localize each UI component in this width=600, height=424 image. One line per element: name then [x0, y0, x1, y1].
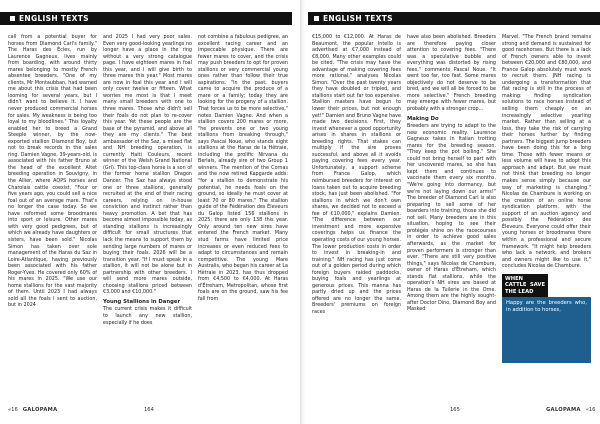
column-text: Marvel. "The French brand remains strong and demand is sustained for good racehorses. But there is a lack of French owners able to invest between €20,000 and €80,000, and France Galop absolutely must work to recruit them. JNH racing is undergoing a transformation that flat racing is still in the process of making: finding syndication solutions to race horses instead of selling them cheaply on an increasingly selective yearling market. Rather than selling at a loss, they take the risk of carrying their horses further by finding partners. The biggest jump breeders have been doing this for a long time. Those with fewer means or less volume will have to adopt this approach and adapt. But we must not think that breeding no longer makes sense simply because our way of marketing is changing." Nicolas de Chambure is working on the creation of an online horse syndication platform, with the support of an auction agency and possibly the Fédération des Éleveurs. Everyone could offer their young horses or broodmares there within a professional and secure framework. "It might help breeders who lack a network, and brokers and owners might like to use it," concludes Nicolas de Chambure. [502, 34, 591, 270]
column-1 [8, 34, 97, 400]
footer-brand: GALOPAMA [546, 407, 581, 413]
column-2 [103, 34, 192, 400]
section-header-left [0, 12, 292, 25]
footer-section-label: «16 [585, 407, 596, 413]
column-text: call from a potential buyer for horses from Diamond Carl's family." The Haras des Écles, run by Laurence Gagneux, lives mainly from boarding, with around thirty mares belonging to mostly French absentee breeders. "One of my clients, Mr Montaubban, had warned me about this crisis that had been looming for several years, but I didn't want to believe it. I have never produced commercial horses for sales. My weakness is being too loyal to my bloodlines." This loyalty enabled her to breed a Grand Steeple winner, by the now-exported stallion Diamond Boy, but not to break records in the sales ring. Damien Vagne, 39-years-old, is associated with his father Bruno at the head of the excellent Altet breeding operation in Souvigny, in the Allier, where AQPS horses and Charolais cattle coexist. "Four or five years ago, you could sell a nice foal out of an average mare. That's no longer the case today. So we have reformed some broodmares into sport or leisure. Other mares with very good pedigrees, but of which we already have daughters or sisters, have been sold." Nicolas Simon has taken over sole management of the Haras du Saz in Loire-Atlantique, having previously been associated with his father Roger-Yves. He covered only 60% of his mares in 2025. "We use our home stallions for the vast majority of them. Until 2023 I had always sold all the foals I sent to auction, but in 2024 [8, 34, 97, 309]
square-bullet-icon [314, 16, 319, 21]
footer-section-label: «16 [8, 407, 18, 413]
column-text: not combine a fabulous pedigree, an excellent racing career and an impeccable physique. There are fewer mares to cover, and the crisis may push breeders to opt for proven stallions or very commercial young ones rather than follow their true aspirations. "In the past, buyers came to acquire the produce of a mare or a family; today they are looking for the progeny of a stallion. That forces us to be more selective," notes Damien Vagne. And when a stallion covers 200 mares or more, "he prevents one or two young stallions from breaking through," says Pascal Noue, who stands eight stallions at the Haras de la Hêtraie, including the prolific Nirvana du Berlais, already sire of two Group 1 winners. The mention of the Cornas and the now retired Kapgarde adds: "for a stallion to demonstrate his potential, he needs foals on the ground, so ideally he must cover at least 70 or 80 mares." The stallion guide of the Fédération des Éleveurs du Galop listed 156 stallions in 2025; there are only 138 this year. Only around ten new sires have entered the French market. Many stud farms have limited price increases or even reduced fees to adapt to circumstances and remain competitive. The young Mare Australis, who began his career at La Hêtraie in 2023, has thus dropped from €4,500 to €4,000. At Haras d'Étreham, Metropolitan, whose first foals are on the ground, saw his fee fall from [198, 34, 288, 302]
column-text: €15,000 to €12,000. At Haras de Beaumont, the popular Intello is advertised at €7,000 instead of €8,000. Many other examples could be cited. "The crisis may have the advantage of making covering fees more rational," analyses Nicolas Simon. "Over the past twenty years they have doubled or tripled, and stallions start out far too expensive. Stallion masters have begun to lower their prices, but not enough yet!" Damien and Bruno Vagne have made two decisions. First, they invest whenever a good opportunity arises in shares in stallions or breeding rights. That stakes can multiply if the sire proves successful, and above all it avoids paying covering fees every year. Unfortunately, a support scheme from France Galop, which reimbursed breeders for interest on loans taken out to acquire breeding stock, has just been abolished. "For stallions in which we don't own shares, we decided not to exceed a fee of €10,000," explains Damien. "The difference between our investment and more expensive coverings helps us finance the operating costs of our young horses. The lower production costs in order to invest in breaking-in and training." NH racing has just come out of a golden period during which foreign buyers raided paddocks, buying foals and yearlings at generous prices. This manna has partly dried up and the prices offered are no longer the same. Breeders' premiums on foreign races [312, 34, 401, 315]
column-text: and 2025 I had very poor sales. Even very good-looking yearlings no longer have a place in the ring without a very strong catalogue page. I have eighteen mares in foal this year, and I will give birth to three mares this year." Most mares are now in foal this year and I will only cover twelve or fifteen. What worries me most is that I meet many small breeders with one to three mares. Those who didn't sell their foals do not plan to re-cover this year. Yet these people are the base of the pyramid, and above all they are my clients." The best ambassador of the Saz, a mixed flat and NH breeding operation, is currently Haiti Couleurs, recent winner of the Welsh Grand National (Grl). This top-class horse is a son of the former home stallion Dragon Dancer. The Saz has always stood one or three stallions, generally recruited at the end of their racing careers, relying on in-house conviction and instinct rather than heavy promotion. A bet that has become almost impossible today, as standing stallions is increasingly difficult for small structures that lack the means to support them by sending large numbers of mares or buying their foals. 2026 will be a transition year. "If I must speak in a stallion, it will not be alone but in partnership with other breeders. I will send more mares outside, choosing stallions priced between €3,000 and €10,000." [103, 34, 192, 296]
footer-brand: GALOPAMA [22, 407, 58, 413]
column-4 [312, 34, 401, 400]
sidebar-box-title: WHEN CATTLE SAVE THE LEAD [502, 274, 548, 298]
column-6 [502, 34, 591, 400]
section-header-label: ENGLISH TEXTS [323, 14, 393, 23]
subheading-young-stallions: Young Stallions in Danger [103, 298, 181, 305]
column-text: Breeders are trying to adapt to the new economic reality. Laurence Gagneux takes in Italian trotting mares for the breeding season. "They keep the pot boiling." She could not bring herself to part with her uncovered mares, so she has kept them and continues to vaccinate them every six months. "We're going into dormancy, but we're not laying down our arms!" The breeder of Diamond Carl is also preparing to sell some of her boarders into training, those she did not sell. Many breeders are in this situation, hoping to see their protégés shine on the racecourses in order to achieve good sales afterwards, as the market for proven performers is stronger than ever. "There are still very positive things," says Nicolas de Chambure, owner of Haras d'Étreham, which stands flat stallions, while the operation's NH sires are based at Haras de la Tuilerie in the Orne. Among them are the highly sought-after Doctor Dino, Diamond Boy and Masked [407, 123, 496, 313]
section-header-label: ENGLISH TEXTS [19, 14, 89, 23]
page-number-right: 165 [450, 407, 460, 413]
column-text: The current crisis makes it difficult to launch any new stallion, especially if he does [103, 306, 192, 326]
footer-left [8, 407, 57, 413]
subheading-making-do: Making Do [407, 115, 439, 122]
sidebar-box-body: Happy are the breeders who, in addition to horses, [502, 297, 591, 363]
column-5 [407, 34, 496, 400]
column-3 [198, 34, 288, 400]
section-header-right [308, 12, 600, 25]
right-page [300, 0, 600, 424]
square-bullet-icon [10, 16, 15, 21]
page-number-left: 164 [144, 407, 154, 413]
column-text: have also been abolished. Breeders are therefore paying closer attention to covering fees. "There was a speculative bubble and everything was distorted by rising fees," comments Pascal Noue. "It went too far, too fast. Some mares objectively do not deserve to be bred, and we will all be forced to be more selective." French breeding may emerge with fewer mares, but probably with a stronger crop... [407, 34, 496, 113]
footer-right [546, 407, 595, 413]
